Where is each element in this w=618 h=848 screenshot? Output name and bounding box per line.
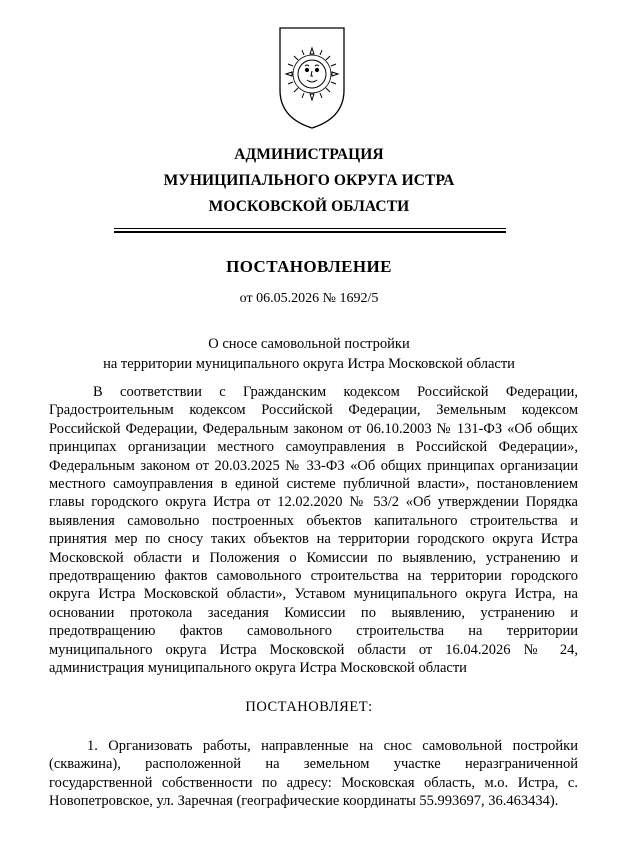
header-divider-thick: [114, 231, 506, 233]
org-name-line-1: АДМИНИСТРАЦИЯ: [234, 146, 384, 163]
document-subject: [0, 334, 618, 374]
resolution-item-1: 1. Организовать работы, направленные на снос самовольной постройки (скважина), расположенной на земельном участке неразграниченной государственной собственности по адресу: Московская область, м.о. Истра, с. Новопетровское, ул. Заречная (географические координаты 55.993697, 36.463434).: [49, 738, 578, 810]
decree-heading: ПОСТАНОВЛЯЕТ:: [245, 699, 373, 715]
preamble-paragraph: В соответствии с Гражданским кодексом Российской Федерации, Градостроительным кодексом Российской Федерации, Земельным кодексом Российской Федерации, Федеральным законом от 06.10.2003 № 131-ФЗ «Об общих принципах организации местного самоуправления в Российской Федерации», Федеральным законом от 20.03.2025 № 33-ФЗ «Об общих принципах организации местного самоуправления в единой системе публичной власти», постановлением главы городского округа Истра от 12.02.2020 № 53/2 «Об утверждении Порядка выявления самовольно построенных объектов капитального строительства и принятия мер по сносу таких объектов на территории городского округа Истра Московской области и Положения о Комиссии по выявлению, устранению и предотвращению фактов самовольного строительства на территории городского округа Истра Московской области», Уставом муниципального округа Истра, на основании протокола заседания Комиссии по выявлению, устранению и предотвращению фактов самовольного строительства на территории муниципального округа Истра Московской области от 16.04.2026 № 24, администрация муниципального округа Истра Московской области: [49, 384, 578, 677]
subject-line-1: О сносе самовольной постройки: [208, 336, 410, 352]
document-date-number: от 06.05.2026 № 1692/5: [239, 291, 379, 306]
document-type-title: ПОСТАНОВЛЕНИЕ: [226, 257, 392, 276]
subject-line-2: на территории муниципального округа Истра Московской области: [103, 356, 515, 372]
header-divider-thin: [114, 228, 506, 229]
org-name-line-2: МУНИЦИПАЛЬНОГО ОКРУГА ИСТРА: [163, 172, 455, 189]
org-name-line-3: МОСКОВСКОЙ ОБЛАСТИ: [208, 198, 410, 215]
coat-of-arms-icon: [276, 22, 348, 132]
